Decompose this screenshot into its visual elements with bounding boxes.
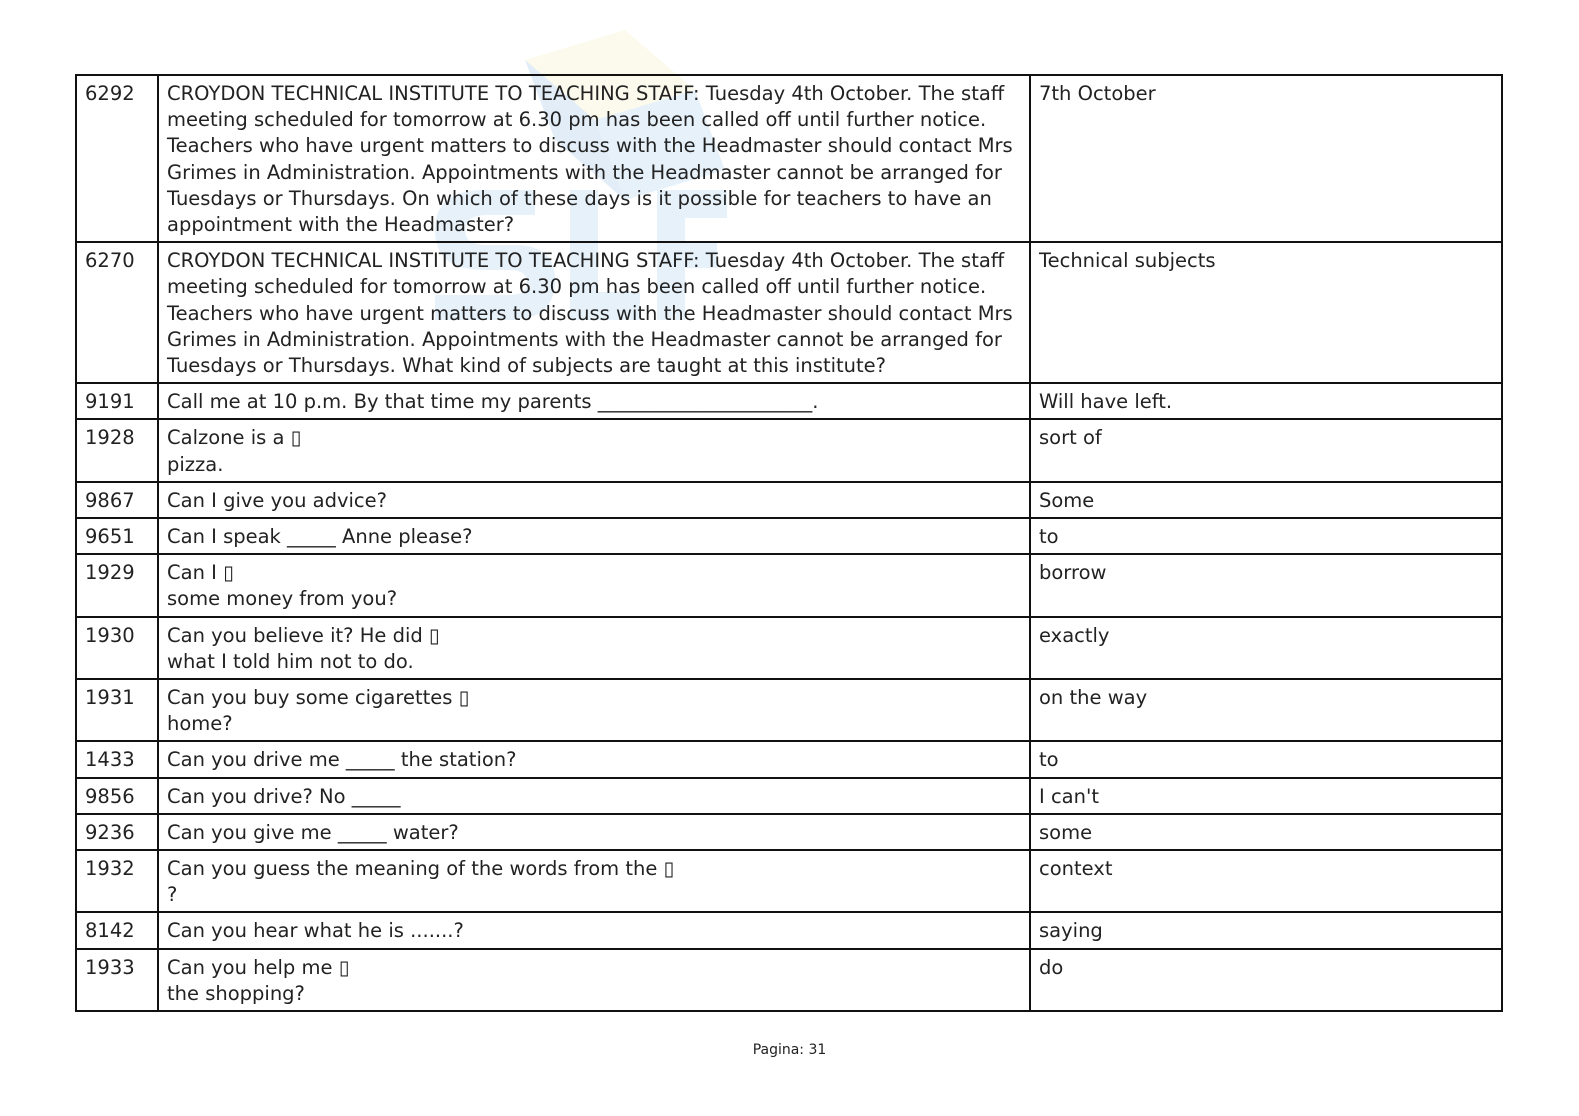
question-id-cell: 1933 [76,949,158,1011]
answer-cell: Some [1030,482,1502,518]
question-id-cell: 6270 [76,242,158,383]
answer-cell: to [1030,741,1502,777]
table-row [76,383,1502,419]
answer-cell: borrow [1030,554,1502,616]
table-row [76,617,1502,679]
question-text-cell: CROYDON TECHNICAL INSTITUTE TO TEACHING STAFF: Tuesday 4th October. The staff meeting scheduled for tomorrow at 6.30 pm has been called off until further notice. Teachers who have urgent matters to discuss with the Headmaster should contact Mrs Grimes in Administration. Appointments with the Headmaster cannot be arranged for Tuesdays or Thursdays. On which of these days is it possible for teachers to have an appointment with the Headmaster? [158,75,1030,242]
question-id-cell: 9856 [76,778,158,814]
answer-cell: Will have left. [1030,383,1502,419]
question-text-cell: Can you guess the meaning of the words from the ▯ ? [158,850,1030,912]
question-id-cell: 1433 [76,741,158,777]
question-id-cell: 9867 [76,482,158,518]
question-text-cell: Can you hear what he is .......? [158,912,1030,948]
table-row [76,814,1502,850]
question-id-cell: 1929 [76,554,158,616]
answer-cell: on the way [1030,679,1502,741]
answer-cell: exactly [1030,617,1502,679]
question-id-cell: 6292 [76,75,158,242]
question-id-cell: 1932 [76,850,158,912]
answer-cell: I can't [1030,778,1502,814]
table-row [76,482,1502,518]
answer-cell: saying [1030,912,1502,948]
answer-cell: sort of [1030,419,1502,481]
answer-cell: context [1030,850,1502,912]
table-row [76,518,1502,554]
question-id-cell: 1928 [76,419,158,481]
question-answer-table [75,74,1503,1012]
question-text-cell: Can you drive? No _____ [158,778,1030,814]
table-row [76,741,1502,777]
question-text-cell: Can you buy some cigarettes ▯ home? [158,679,1030,741]
answer-cell: Technical subjects [1030,242,1502,383]
question-text-cell: Can I give you advice? [158,482,1030,518]
question-text-cell: Can you help me ▯ the shopping? [158,949,1030,1011]
table-row [76,679,1502,741]
page-number: Pagina: 31 [752,1042,827,1058]
question-text-cell: Can you give me _____ water? [158,814,1030,850]
question-id-cell: 1930 [76,617,158,679]
question-id-cell: 9191 [76,383,158,419]
table-body [76,75,1502,1011]
question-id-cell: 8142 [76,912,158,948]
table-row [76,850,1502,912]
question-text-cell: Call me at 10 p.m. By that time my parents ______________________. [158,383,1030,419]
question-id-cell: 9236 [76,814,158,850]
question-text-cell: Can you drive me _____ the station? [158,741,1030,777]
table-row [76,912,1502,948]
answer-cell: 7th October [1030,75,1502,242]
table-row [76,554,1502,616]
table-row [76,949,1502,1011]
question-id-cell: 9651 [76,518,158,554]
question-text-cell: CROYDON TECHNICAL INSTITUTE TO TEACHING STAFF: Tuesday 4th October. The staff meeting scheduled for tomorrow at 6.30 pm has been called off until further notice. Teachers who have urgent matters to discuss with the Headmaster should contact Mrs Grimes in Administration. Appointments with the Headmaster cannot be arranged for Tuesdays or Thursdays. What kind of subjects are taught at this institute? [158,242,1030,383]
table-row [76,419,1502,481]
table-row [76,242,1502,383]
question-text-cell: Can you believe it? He did ▯ what I told him not to do. [158,617,1030,679]
question-text-cell: Calzone is a ▯ pizza. [158,419,1030,481]
answer-cell: to [1030,518,1502,554]
question-text-cell: Can I speak _____ Anne please? [158,518,1030,554]
question-text-cell: Can I ▯ some money from you? [158,554,1030,616]
answer-cell: do [1030,949,1502,1011]
table-row [76,75,1502,242]
table-row [76,778,1502,814]
answer-cell: some [1030,814,1502,850]
question-id-cell: 1931 [76,679,158,741]
